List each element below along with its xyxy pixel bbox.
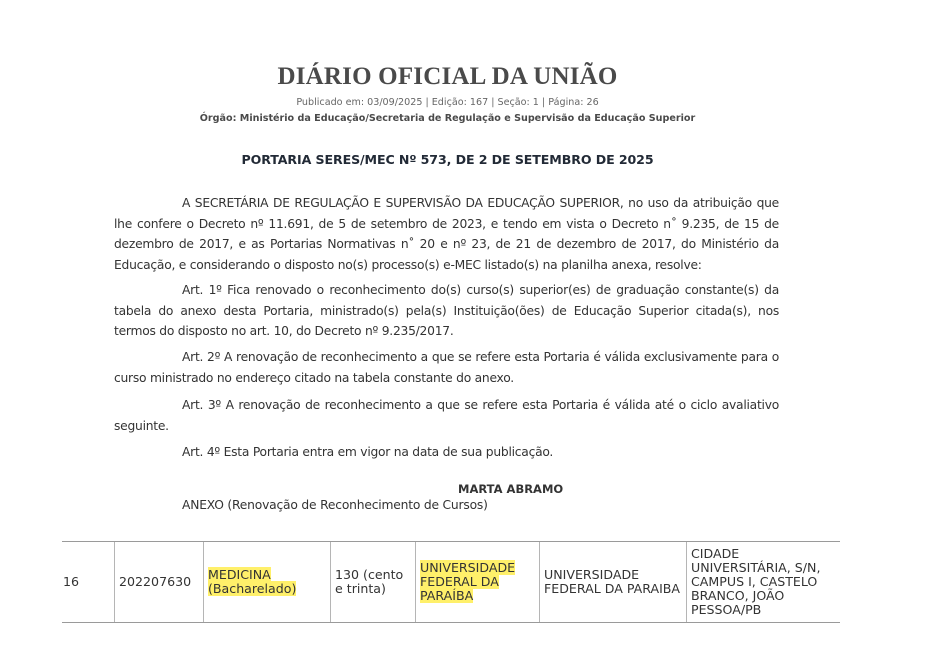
cell-maintainer — [540, 542, 687, 623]
cell-course — [204, 542, 331, 623]
article-2-block — [114, 347, 779, 388]
signatory-name: MARTA ABRAMO — [458, 482, 564, 496]
cell-institution — [416, 542, 540, 623]
annex-table — [62, 541, 840, 623]
article-4-paragraph: Art. 4º Esta Portaria entra em vigor na data de sua publicação. — [182, 445, 554, 459]
article-3-block — [114, 395, 779, 436]
preamble-paragraph: A SECRETÁRIA DE REGULAÇÃO E SUPERVISÃO DA EDUCAÇÃO SUPERIOR, no uso da atribuição que lhe confere o Decreto nº 11.691, de 5 de setembro de 2023, e tendo em vista o Decreto n˚ 9.235, de 15 de dezembro de 2017, e as Portarias Normativas n˚ 20 e nº 23, de 21 de dezembro de 2017, do Ministério da Educação, e considerando o disposto no(s) processo(s) e-MEC listado(s) na planilha anexa, resolve: — [114, 196, 779, 272]
cell-index — [62, 542, 115, 623]
article-1-paragraph: Art. 1º Fica renovado o reconhecimento do(s) curso(s) superior(es) de graduação constante(s) da tabela do anexo desta Portaria, ministrado(s) pela(s) Instituição(ões) de Educação Superior citada(s), nos termos do disposto no art. 10, do Decreto nº 9.235/2017. — [114, 283, 779, 338]
maintainer-name: UNIVERSIDADE FEDERAL DA PARAIBA — [544, 567, 681, 596]
seats-count: 130 (cento e trinta) — [335, 567, 404, 596]
cell-seats — [331, 542, 416, 623]
row-index: 16 — [63, 574, 80, 589]
cell-address — [687, 542, 841, 623]
cell-code — [115, 542, 204, 623]
campus-address: CIDADE UNIVERSITÁRIA, S/N, CAMPUS I, CASTELO BRANCO, JOÃO PESSOA/PB — [691, 546, 821, 617]
article-4-block — [114, 442, 779, 463]
annex-heading: ANEXO (Renovação de Reconhecimento de Cursos) — [182, 498, 488, 512]
issuing-organ: Órgão: Ministério da Educação/Secretaria de Regulação e Supervisão da Educação Superior — [199, 113, 696, 124]
article-2-paragraph: Art. 2º A renovação de reconhecimento a que se refere esta Portaria é válida exclusivamente para o curso ministrado no endereço citado na tabela constante do anexo. — [114, 350, 779, 385]
publication-meta: Publicado em: 03/09/2025 | Edição: 167 | Seção: 1 | Página: 26 — [296, 97, 599, 108]
process-code: 202207630 — [119, 574, 192, 589]
institution-name-highlighted: UNIVERSIDADE FEDERAL DA PARAÍBA — [420, 560, 516, 603]
course-name-highlighted: MEDICINA (Bacharelado) — [208, 567, 297, 596]
masthead — [0, 62, 895, 125]
table-row — [62, 542, 840, 623]
article-3-paragraph: Art. 3º A renovação de reconhecimento a que se refere esta Portaria é válida até o ciclo avaliativo seguinte. — [114, 398, 779, 433]
newspaper-title: DIÁRIO OFICIAL DA UNIÃO — [277, 63, 618, 90]
article-1-block — [114, 280, 779, 342]
portaria-title: PORTARIA SERES/MEC Nº 573, DE 2 DE SETEMBRO DE 2025 — [241, 152, 654, 167]
preamble-block — [114, 193, 779, 275]
